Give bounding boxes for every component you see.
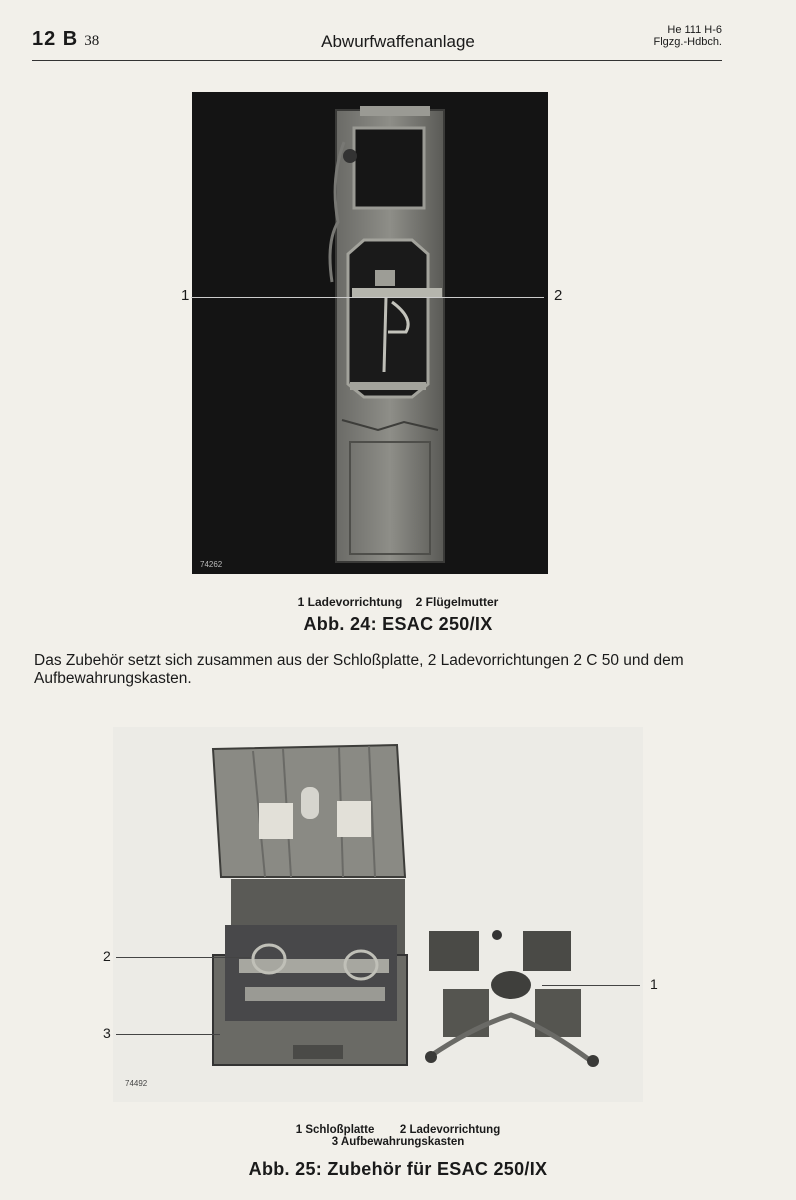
figure-24-callout-line: [191, 297, 544, 298]
bomb-carrier-illustration: [192, 92, 548, 574]
figure-24-caption: Abb. 24: ESAC 250/IX: [303, 614, 493, 634]
figure-25-leader-3: [116, 1034, 220, 1035]
page-number: 38: [84, 33, 100, 49]
figure-25-callout-2: 2: [103, 948, 111, 964]
figure-24-legend: 1 Ladevorrichtung 2 Flügelmutter: [297, 595, 499, 609]
figure-24-callout-1: 1: [181, 287, 190, 304]
figure-25-photo-number: 74492: [125, 1079, 148, 1088]
figure-25-legend-line-2: 3 Aufbewahrungskasten: [331, 1136, 465, 1148]
document-reference: [654, 24, 722, 48]
accessory-kit-illustration: [113, 727, 643, 1102]
figure-25-leader-1: [542, 985, 640, 986]
body-paragraph: Das Zubehör setzt sich zusammen aus der Schloßplatte, 2 Ladevorrichtungen 2 C 50 und dem Aufbewahrungskasten.: [34, 652, 684, 687]
page-title: Abwurfwaffenanlage: [321, 32, 475, 51]
figure-25-callout-1: 1: [650, 976, 658, 992]
figure-25-callout-3: 3: [103, 1025, 111, 1041]
figure-25-legend-line-1: 1 Schloßplatte 2 Ladevorrichtung: [295, 1124, 501, 1136]
figure-24-callout-2: 2: [554, 287, 563, 304]
figure-25-photo: [113, 727, 643, 1102]
manual-name: Flgzg.-Hdbch.: [653, 36, 722, 48]
figure-24-photo-number: 74262: [200, 560, 223, 569]
section-label: 12 B: [32, 28, 79, 50]
aircraft-type: He 111 H-6: [667, 24, 722, 36]
figure-24-photo: [192, 92, 548, 574]
figure-25-leader-2: [116, 957, 250, 958]
header-rule: [32, 60, 722, 61]
figure-25-caption: Abb. 25: Zubehör für ESAC 250/IX: [248, 1159, 548, 1179]
